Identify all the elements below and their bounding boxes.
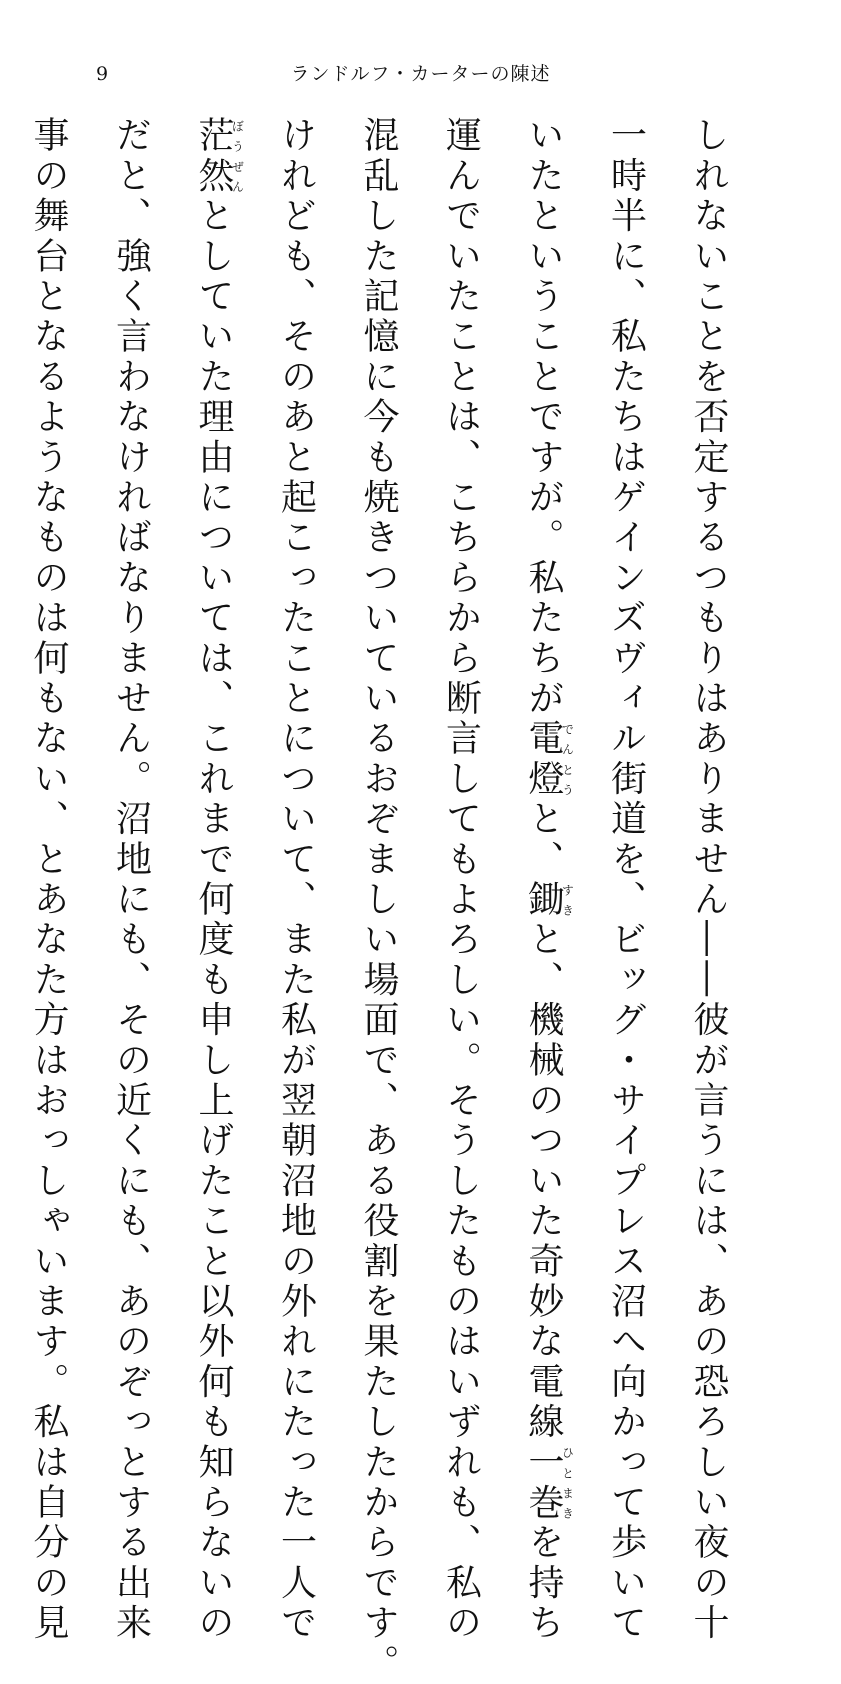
running-head-title: ランドルフ・カーターの陳述 bbox=[290, 63, 551, 85]
text-line-10 bbox=[0, 116, 7, 1136]
ruby-base: 電燈 bbox=[523, 719, 564, 800]
ruby-base: 茫然 bbox=[193, 116, 234, 197]
text-line-9: 事の舞台となるようなものは何もない、とあなた方はおっしゃいます。私は自分の見 bbox=[28, 116, 69, 1644]
text-line-2: 一時半に、私たちはゲインズヴィル街道を、ビッグ・サイプレス沼へ向かって歩いて bbox=[605, 116, 647, 1644]
text-line-6: けれども、そのあと起こったことについて、また私が翌朝沼地の外れにたった一人で bbox=[275, 116, 317, 1644]
text-segment: いたということですが。私たちが bbox=[523, 116, 564, 719]
text-line-1: しれないことを否定するつもりはありません――彼が言うには、あの恐ろしい夜の十 bbox=[688, 116, 729, 1644]
text-segment: と、機械のついた奇妙な電線 bbox=[523, 920, 564, 1443]
text-segment: を持ち bbox=[523, 1523, 564, 1644]
ruby-reading: すき bbox=[560, 879, 575, 921]
body-text bbox=[28, 116, 749, 1684]
text-line-5: 混乱した記憶に今も焼きついているおぞましい場面で、ある役割を果たしたからです。 bbox=[358, 116, 399, 1684]
ruby-bouzen bbox=[193, 116, 245, 197]
ruby-suki bbox=[523, 879, 575, 921]
ruby-dentou bbox=[523, 719, 575, 800]
ruby-hitomaki bbox=[523, 1442, 575, 1524]
ruby-base: 一巻 bbox=[523, 1442, 564, 1524]
text-line-8: だと、強く言わなければなりません。沼地にも、その近くにも、あのぞっとする出来 bbox=[110, 116, 152, 1644]
page-number: 9 bbox=[96, 63, 109, 85]
text-line-3 bbox=[502, 116, 585, 1644]
text-line-7 bbox=[172, 116, 255, 1644]
ruby-reading: ひとまき bbox=[560, 1442, 575, 1524]
text-line-4: 運んでいたことは、こちらから断言してもよろしい。そうしたものはいずれも、私の bbox=[440, 116, 482, 1644]
ruby-reading: ぼうぜん bbox=[230, 116, 245, 197]
ruby-reading: でんとう bbox=[560, 719, 575, 800]
paragraph-1 bbox=[0, 116, 749, 1684]
text-segment: と、 bbox=[523, 799, 564, 880]
text-segment: としていた理由については、これまで何度も申し上げたこと以外何も知らないの bbox=[193, 196, 234, 1644]
ruby-base: 鋤 bbox=[523, 879, 564, 921]
